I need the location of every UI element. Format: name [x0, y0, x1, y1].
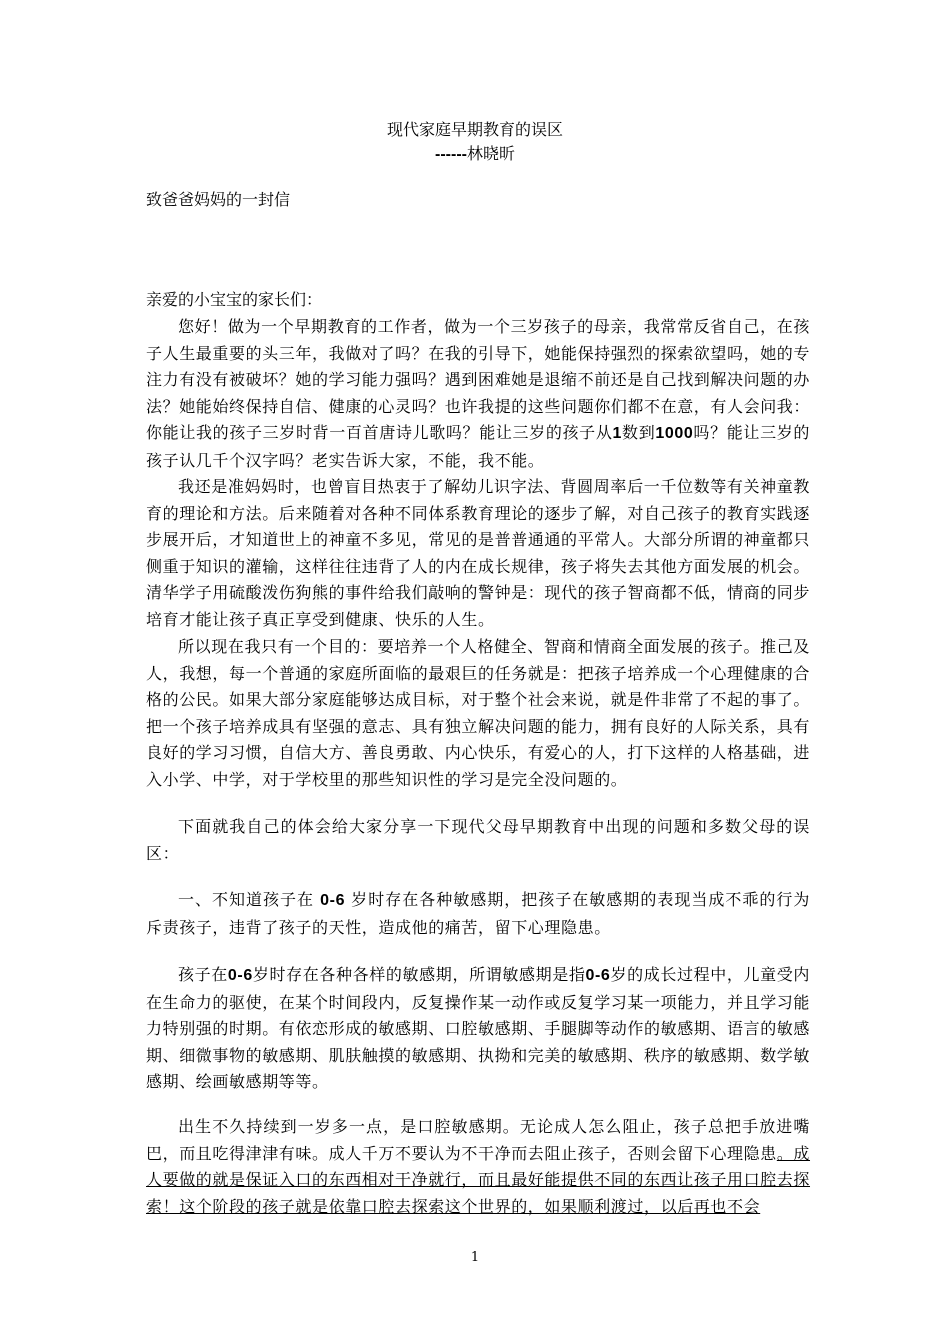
paragraph-group-7: [146, 1114, 810, 1220]
paragraph-group-6: [146, 962, 810, 1096]
document-subtitle: 致爸爸妈妈的一封信: [146, 190, 291, 209]
paragraph-7-underlined-text: 。成人要做的就是保证入口的东西相对干净就行，而且最好能提供不同的东西让孩子用口腔去探索！这个阶段的孩子就是依靠口腔去探索这个世界的，如果顺利渡过，以后再也不会: [146, 1143, 811, 1216]
page-number: 1: [470, 1250, 480, 1265]
age-range: 0-6: [585, 967, 611, 984]
number-1: 1: [612, 425, 622, 442]
paragraph-6: [146, 962, 810, 1096]
paragraph-6-text-a: 孩子在: [178, 965, 228, 984]
paragraph-4: 下面就我自己的体会给大家分享一下现代父母早期教育中出现的问题和多数父母的误区：: [146, 817, 810, 863]
age-range: 0-6: [320, 892, 346, 909]
paragraph-group-3: [146, 634, 810, 793]
paragraph-5-text-b: 岁时存在各种敏感期，把孩子在敏感期的表现当成不乖的行为斥责孩子，违背了孩子的天性，造成他的痛苦，留下心理隐患。: [146, 890, 810, 937]
age-range: 0-6: [227, 967, 253, 984]
paragraph-3: 所以现在我只有一个目的：要培养一个人格健全、智商和情商全面发展的孩子。推己及人，我想，每一个普通的家庭所面临的最艰巨的任务就是：把孩子培养成一个心理健康的合格的公民。如果大部分家庭能够达成目标，对于整个社会来说，就是件非常了不起的事了。把一个孩子培养成具有坚强的意志、具有独立解决问题的能力，拥有良好的人际关系，具有良好的学习习惯，自信大方、善良勇敢、内心快乐，有爱心的人，打下这样的人格基础，进入小学、中学，对于学校里的那些知识性的学习是完全没问题的。: [146, 637, 811, 789]
author-dash: ------: [435, 146, 467, 163]
paragraph-6-text-b: 岁时存在各种各样的敏感期，所谓敏感期是指: [252, 965, 586, 984]
paragraph-1-text-c: 吗？能让三岁的孩子认几千个汉字吗？老实告诉大家，不能，我不能。: [146, 423, 810, 470]
number-1000: 1000: [655, 425, 694, 442]
paragraph-group-4: [146, 814, 810, 867]
paragraph-2: 我还是准妈妈时，也曾盲目热衷于了解幼儿识字法、背圆周率后一千位数等有关神童教育的理论和方法。后来随着对各种不同体系教育理论的逐步了解，对自己孩子的教育实践逐步展开后，才知道世上的神童不多见，常见的是普普通通的平常人。大部分所谓的神童都只侧重于知识的灌输，这样往往违背了人的内在成长规律，孩子将失去其他方面发展的机会。清华学子用硫酸泼伤狗熊的事件给我们敲响的警钟是：现代的孩子智商都不低，情商的同步培育才能让孩子真正享受到健康、快乐的人生。: [146, 477, 811, 629]
author-name: 林晓昕: [466, 144, 515, 163]
paragraph-5: [146, 887, 810, 941]
paragraph-group-1: [146, 314, 810, 633]
paragraph-group-5: [146, 887, 810, 941]
paragraph-7: [146, 1114, 810, 1220]
document-author: [0, 143, 950, 166]
document-title: 现代家庭早期教育的误区: [386, 120, 563, 139]
paragraph-6-text-c: 岁的成长过程中，儿童受内在生命力的驱使，在某个时间段内，反复操作某一动作或反复学习某一项能力，并且学习能力特别强的时期。有依恋形成的敏感期、口腔敏感期、手腿脚等动作的敏感期、语言的敏感期、细微事物的敏感期、肌肤触摸的敏感期、执拗和完美的敏感期、秩序的敏感期、数学敏感期、绘画敏感期等等。: [146, 965, 811, 1091]
paragraph-1-text-a: 您好！做为一个早期教育的工作者，做为一个三岁孩子的母亲，我常常反省自己，在孩子人生最重要的头三年，我做对了吗？在我的引导下，她能保持强烈的探索欲望吗，她的专注力有没有被破坏？她的学习能力强吗？遇到困难她是退缩不前还是自己找到解决问题的办法？她能始终保持自信、健康的心灵吗？也许我提的这些问题你们都不在意，有人会问我：你能让我的孩子三岁时背一百首唐诗儿歌吗？能让三岁的孩子从: [146, 317, 811, 442]
paragraph-7-text-a: 出生不久持续到一岁多一点，是口腔敏感期。无论成人怎么阻止，孩子总把手放进嘴巴，而且吃得津津有味。成人千万不要认为不干净而去阻止孩子，否则会留下心理隐患: [146, 1117, 810, 1163]
paragraph-1-text-b: 数到: [621, 423, 656, 442]
paragraph-1: [146, 314, 810, 474]
letter-greeting: 亲爱的小宝宝的家长们：: [146, 290, 323, 309]
paragraph-5-text-a: 一、不知道孩子在: [178, 890, 321, 909]
